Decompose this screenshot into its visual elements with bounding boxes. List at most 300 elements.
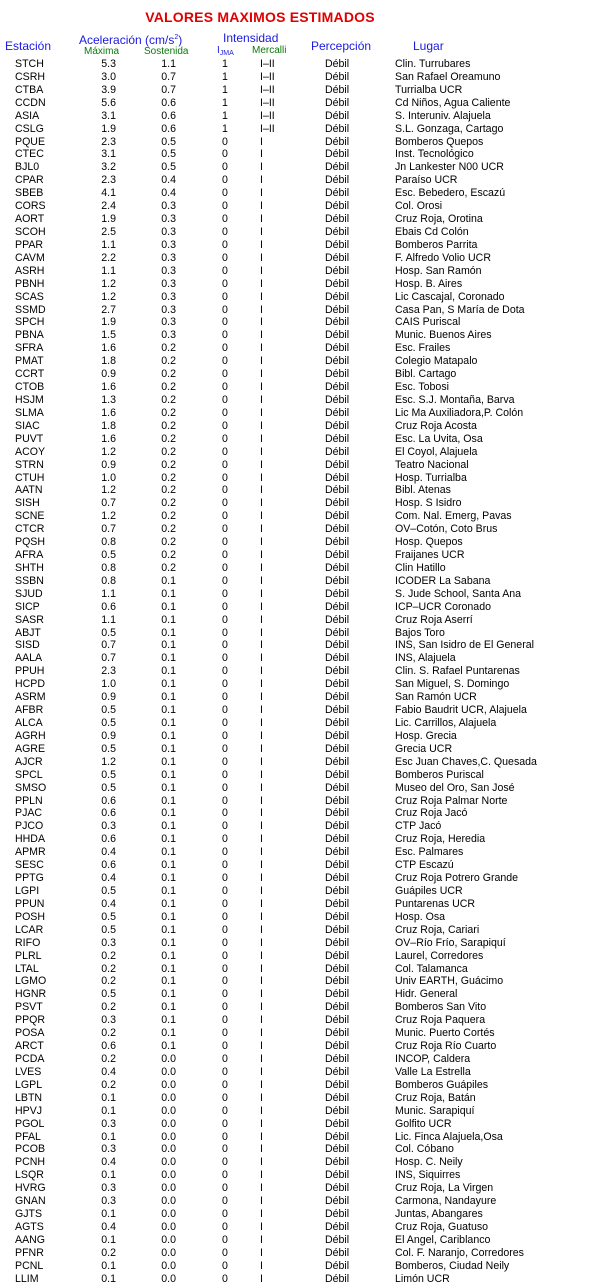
mercalli-intensity: I	[260, 742, 263, 755]
mercalli-intensity: I	[260, 1259, 263, 1272]
jma-intensity: 0	[222, 949, 228, 962]
station-code: LGPI	[15, 885, 40, 897]
table-row	[0, 872, 590, 885]
stations-table	[0, 58, 590, 1286]
location: Munic. Puerto Cortés	[395, 1027, 495, 1040]
max-acceleration: 0.5	[101, 988, 116, 1001]
location: Juntas, Abangares	[395, 1208, 483, 1221]
max-acceleration: 0.6	[101, 1040, 116, 1053]
header-maxima: Máxima	[84, 46, 120, 57]
perception: Débil	[325, 135, 350, 148]
mercalli-intensity: I	[260, 510, 263, 523]
sustained-acceleration: 0.0	[161, 1208, 176, 1221]
perception: Débil	[325, 691, 350, 704]
table-row	[0, 1260, 590, 1273]
perception: Débil	[325, 1156, 350, 1169]
location: Cruz Roja, Orotina	[395, 213, 483, 226]
mercalli-intensity: I	[260, 975, 263, 988]
jma-intensity: 0	[222, 264, 228, 277]
location: Clin Hatillo	[395, 561, 446, 574]
station-code: SCAS	[15, 290, 44, 303]
station-code: PPLN	[15, 794, 43, 807]
sustained-acceleration: 0.0	[161, 1169, 176, 1182]
location: S.L. Gonzaga, Cartago	[395, 122, 504, 135]
mercalli-intensity: I	[260, 1014, 263, 1027]
table-row	[0, 846, 590, 859]
jma-intensity: 0	[222, 174, 228, 187]
table-row	[0, 1066, 590, 1079]
station-code: AJCR	[15, 755, 43, 768]
max-acceleration: 0.2	[101, 949, 116, 962]
location: San Miguel, S. Domingo	[395, 678, 510, 691]
location: Bomberos, Ciudad Neily	[395, 1259, 510, 1272]
header-percepcion: Percepción	[311, 39, 372, 53]
mercalli-intensity: I	[260, 264, 263, 277]
jma-intensity: 0	[222, 355, 228, 368]
station-code: PFNR	[15, 1246, 44, 1259]
station-code: SBEB	[15, 187, 44, 200]
jma-intensity: 0	[222, 988, 228, 1001]
mercalli-intensity: I	[260, 846, 263, 859]
sustained-acceleration: 0.3	[161, 200, 176, 213]
sustained-acceleration: 0.1	[161, 949, 176, 962]
location: Turrialba UCR	[395, 83, 463, 96]
perception: Débil	[325, 368, 350, 381]
perception: Débil	[325, 1259, 350, 1272]
sustained-acceleration: 0.0	[161, 1065, 176, 1078]
sustained-acceleration: 0.0	[161, 1156, 176, 1169]
table-row	[0, 1092, 590, 1105]
jma-intensity: 0	[222, 1117, 228, 1130]
station-code: PGOL	[15, 1117, 45, 1130]
location: Esc. Palmares	[395, 846, 464, 859]
sustained-acceleration: 0.1	[161, 729, 176, 742]
station-code: SASR	[15, 613, 44, 626]
sustained-acceleration: 0.0	[161, 1220, 176, 1233]
perception: Débil	[325, 96, 350, 109]
perception: Débil	[325, 704, 350, 717]
jma-intensity: 0	[222, 290, 228, 303]
station-code: PJAC	[15, 807, 43, 820]
table-row	[0, 148, 590, 161]
mercalli-intensity: I	[260, 665, 263, 678]
location: Col. Talamanca	[395, 962, 468, 975]
table-row	[0, 187, 590, 200]
sustained-acceleration: 0.1	[161, 897, 176, 910]
table-row	[0, 575, 590, 588]
location: Univ EARTH, Guácimo	[395, 975, 504, 988]
jma-intensity: 0	[222, 393, 228, 406]
max-acceleration: 0.1	[101, 1233, 116, 1246]
station-code: PFAL	[15, 1130, 41, 1143]
location: Bibl. Atenas	[395, 484, 451, 497]
station-code: CTOB	[15, 381, 45, 394]
perception: Débil	[325, 510, 350, 523]
station-code: PCNL	[15, 1259, 44, 1272]
station-code: SIAC	[15, 419, 40, 432]
jma-intensity: 0	[222, 1065, 228, 1078]
mercalli-intensity: I	[260, 755, 263, 768]
mercalli-intensity: I	[260, 342, 263, 355]
sustained-acceleration: 0.3	[161, 238, 176, 251]
max-acceleration: 0.7	[101, 639, 116, 652]
station-code: HVRG	[15, 1182, 46, 1195]
perception: Débil	[325, 251, 350, 264]
table-row	[0, 691, 590, 704]
jma-intensity: 1	[222, 58, 228, 70]
jma-intensity: 1	[222, 109, 228, 122]
station-code: STRN	[15, 458, 44, 471]
table-row	[0, 342, 590, 355]
perception: Débil	[325, 742, 350, 755]
mercalli-intensity: I	[260, 200, 263, 213]
location: Esc. S.J. Montaña, Barva	[395, 393, 515, 406]
sustained-acceleration: 0.2	[161, 432, 176, 445]
perception: Débil	[325, 1078, 350, 1091]
jma-intensity: 0	[222, 342, 228, 355]
location: Cruz Roja Palmar Norte	[395, 794, 508, 807]
station-code: AANG	[15, 1233, 46, 1246]
sustained-acceleration: 0.1	[161, 1014, 176, 1027]
max-acceleration: 0.7	[101, 497, 116, 510]
mercalli-intensity: I	[260, 148, 263, 161]
station-code: HHDA	[15, 833, 46, 846]
max-acceleration: 0.3	[101, 1182, 116, 1195]
jma-intensity: 0	[222, 445, 228, 458]
mercalli-intensity: I	[260, 484, 263, 497]
mercalli-intensity: I	[260, 1220, 263, 1233]
mercalli-intensity: I	[260, 1195, 263, 1208]
table-row	[0, 278, 590, 291]
max-acceleration: 2.5	[101, 225, 116, 238]
perception: Débil	[325, 1117, 350, 1130]
jma-intensity: 0	[222, 833, 228, 846]
perception: Débil	[325, 393, 350, 406]
perception: Débil	[325, 70, 350, 83]
max-acceleration: 0.5	[101, 704, 116, 717]
perception: Débil	[325, 1001, 350, 1014]
location: INS, San Isidro de El General	[395, 639, 534, 652]
sustained-acceleration: 0.0	[161, 1104, 176, 1117]
table-row	[0, 1221, 590, 1234]
sustained-acceleration: 0.1	[161, 833, 176, 846]
mercalli-intensity: I	[260, 329, 263, 342]
max-acceleration: 0.5	[101, 626, 116, 639]
perception: Débil	[325, 549, 350, 562]
mercalli-intensity: I	[260, 316, 263, 329]
table-row	[0, 898, 590, 911]
jma-intensity: 0	[222, 613, 228, 626]
table-row	[0, 1001, 590, 1014]
max-acceleration: 1.0	[101, 678, 116, 691]
max-acceleration: 0.1	[101, 1259, 116, 1272]
perception: Débil	[325, 781, 350, 794]
perception: Débil	[325, 174, 350, 187]
location: Cruz Roja Jacó	[395, 807, 468, 820]
jma-intensity: 0	[222, 1233, 228, 1246]
table-row	[0, 795, 590, 808]
jma-intensity: 0	[222, 1040, 228, 1053]
station-code: AALA	[15, 652, 43, 665]
location: CAIS Puriscal	[395, 316, 461, 329]
mercalli-intensity: I	[260, 859, 263, 872]
perception: Débil	[325, 639, 350, 652]
location: Hosp. Turrialba	[395, 471, 467, 484]
station-code: LSQR	[15, 1169, 44, 1182]
perception: Débil	[325, 1027, 350, 1040]
max-acceleration: 0.1	[101, 1208, 116, 1221]
max-acceleration: 0.8	[101, 536, 116, 549]
max-acceleration: 0.4	[101, 1220, 116, 1233]
station-code: POSH	[15, 910, 46, 923]
mercalli-intensity: I	[260, 833, 263, 846]
jma-intensity: 0	[222, 600, 228, 613]
jma-intensity: 0	[222, 161, 228, 174]
station-code: PBNH	[15, 277, 45, 290]
header-aceleracion-text: Aceleración (cm/s	[79, 33, 175, 47]
location: OV–Cotón, Coto Brus	[395, 523, 498, 536]
max-acceleration: 0.4	[101, 1065, 116, 1078]
max-acceleration: 0.9	[101, 729, 116, 742]
header-aceleracion-close: )	[178, 33, 183, 47]
station-code: PQUE	[15, 135, 46, 148]
sustained-acceleration: 0.7	[161, 83, 176, 96]
mercalli-intensity: I	[260, 807, 263, 820]
station-code: PPAR	[15, 238, 44, 251]
mercalli-intensity: I–II	[260, 122, 275, 135]
jma-intensity: 0	[222, 639, 228, 652]
station-code: CAVM	[15, 251, 45, 264]
table-row	[0, 484, 590, 497]
location: Com. Nal. Emerg, Pavas	[395, 510, 512, 523]
max-acceleration: 2.3	[101, 174, 116, 187]
jma-intensity: 1	[222, 70, 228, 83]
table-row	[0, 678, 590, 691]
table-row	[0, 329, 590, 342]
mercalli-intensity: I	[260, 290, 263, 303]
station-code: PBNA	[15, 329, 44, 342]
location: Lic Ma Auxiliadora,P. Colón	[395, 406, 524, 419]
table-row	[0, 911, 590, 924]
max-acceleration: 1.2	[101, 277, 116, 290]
station-code: LLIM	[15, 1272, 39, 1285]
mercalli-intensity: I	[260, 923, 263, 936]
station-code: PPUH	[15, 665, 45, 678]
max-acceleration: 1.6	[101, 432, 116, 445]
table-row	[0, 523, 590, 536]
jma-intensity: 0	[222, 238, 228, 251]
perception: Débil	[325, 303, 350, 316]
max-acceleration: 1.2	[101, 510, 116, 523]
mercalli-intensity: I	[260, 600, 263, 613]
jma-intensity: 0	[222, 510, 228, 523]
perception: Débil	[325, 458, 350, 471]
station-code: PPTG	[15, 872, 44, 885]
location: Cruz Roja Paquera	[395, 1014, 486, 1027]
location: Fraijanes UCR	[395, 549, 465, 562]
jma-intensity: 0	[222, 561, 228, 574]
jma-intensity: 0	[222, 781, 228, 794]
max-acceleration: 0.3	[101, 820, 116, 833]
jma-intensity: 0	[222, 1078, 228, 1091]
mercalli-intensity: I	[260, 161, 263, 174]
station-code: SICP	[15, 600, 40, 613]
location: Hosp. S Isidro	[395, 497, 462, 510]
jma-intensity: 0	[222, 277, 228, 290]
perception: Débil	[325, 717, 350, 730]
location: Bibl. Cartago	[395, 368, 457, 381]
location: Cruz Roja Río Cuarto	[395, 1040, 497, 1053]
station-code: AATN	[15, 484, 43, 497]
location: F. Alfredo Volio UCR	[395, 251, 491, 264]
table-row	[0, 562, 590, 575]
sustained-acceleration: 0.3	[161, 251, 176, 264]
station-code: AGTS	[15, 1220, 44, 1233]
sustained-acceleration: 0.1	[161, 975, 176, 988]
table-row	[0, 639, 590, 652]
table-row	[0, 1182, 590, 1195]
mercalli-intensity: I	[260, 1208, 263, 1221]
sustained-acceleration: 0.0	[161, 1246, 176, 1259]
station-code: CSLG	[15, 122, 44, 135]
table-row	[0, 1247, 590, 1260]
station-code: AORT	[15, 213, 45, 226]
mercalli-intensity: I	[260, 458, 263, 471]
station-code: PLRL	[15, 949, 42, 962]
mercalli-intensity: I	[260, 251, 263, 264]
station-code: LBTN	[15, 1091, 43, 1104]
mercalli-intensity: I	[260, 587, 263, 600]
jma-intensity: 0	[222, 794, 228, 807]
perception: Débil	[325, 148, 350, 161]
sustained-acceleration: 0.1	[161, 872, 176, 885]
mercalli-intensity: I	[260, 406, 263, 419]
sustained-acceleration: 0.2	[161, 355, 176, 368]
max-acceleration: 0.3	[101, 1195, 116, 1208]
mercalli-intensity: I	[260, 962, 263, 975]
max-acceleration: 1.2	[101, 290, 116, 303]
table-row	[0, 110, 590, 123]
mercalli-intensity: I	[260, 471, 263, 484]
perception: Débil	[325, 975, 350, 988]
sustained-acceleration: 0.1	[161, 820, 176, 833]
location: S. Jude School, Santa Ana	[395, 587, 522, 600]
max-acceleration: 1.9	[101, 213, 116, 226]
max-acceleration: 3.1	[101, 148, 116, 161]
sustained-acceleration: 0.1	[161, 600, 176, 613]
max-acceleration: 5.6	[101, 96, 116, 109]
max-acceleration: 1.5	[101, 329, 116, 342]
jma-intensity: 0	[222, 135, 228, 148]
perception: Débil	[325, 678, 350, 691]
station-code: SMSO	[15, 781, 47, 794]
perception: Débil	[325, 820, 350, 833]
location: Laurel, Corredores	[395, 949, 484, 962]
perception: Débil	[325, 833, 350, 846]
jma-intensity: 0	[222, 1156, 228, 1169]
mercalli-intensity: I	[260, 381, 263, 394]
station-code: HGNR	[15, 988, 47, 1001]
table-row	[0, 265, 590, 278]
location: Lic Cascajal, Coronado	[395, 290, 505, 303]
mercalli-intensity: I	[260, 1091, 263, 1104]
station-code: SCNE	[15, 510, 45, 523]
sustained-acceleration: 0.0	[161, 1259, 176, 1272]
station-code: ABJT	[15, 626, 41, 639]
perception: Débil	[325, 225, 350, 238]
perception: Débil	[325, 859, 350, 872]
max-acceleration: 1.2	[101, 484, 116, 497]
max-acceleration: 1.0	[101, 471, 116, 484]
sustained-acceleration: 0.1	[161, 794, 176, 807]
mercalli-intensity: I	[260, 225, 263, 238]
max-acceleration: 0.9	[101, 458, 116, 471]
sustained-acceleration: 1.1	[161, 58, 176, 70]
sustained-acceleration: 0.0	[161, 1182, 176, 1195]
table-row	[0, 743, 590, 756]
table-row	[0, 1131, 590, 1144]
sustained-acceleration: 0.4	[161, 174, 176, 187]
table-row	[0, 97, 590, 110]
location: Esc. Bebedero, Escazú	[395, 187, 506, 200]
sustained-acceleration: 0.7	[161, 70, 176, 83]
jma-intensity: 0	[222, 200, 228, 213]
mercalli-intensity: I	[260, 1182, 263, 1195]
max-acceleration: 1.1	[101, 238, 116, 251]
perception: Débil	[325, 536, 350, 549]
max-acceleration: 1.1	[101, 613, 116, 626]
mercalli-intensity: I–II	[260, 109, 275, 122]
location: Fabio Baudrit UCR, Alajuela	[395, 704, 527, 717]
mercalli-intensity: I	[260, 1130, 263, 1143]
table-row	[0, 316, 590, 329]
jma-intensity: 0	[222, 768, 228, 781]
table-row	[0, 472, 590, 485]
table-row	[0, 1027, 590, 1040]
jma-intensity: 0	[222, 1130, 228, 1143]
mercalli-intensity: I	[260, 187, 263, 200]
max-acceleration: 0.9	[101, 691, 116, 704]
mercalli-intensity: I–II	[260, 83, 275, 96]
max-acceleration: 0.2	[101, 1246, 116, 1259]
sustained-acceleration: 0.2	[161, 419, 176, 432]
table-row	[0, 368, 590, 381]
table-row	[0, 988, 590, 1001]
location: Bomberos Quepos	[395, 135, 484, 148]
jma-intensity: 0	[222, 704, 228, 717]
station-code: LVES	[15, 1065, 42, 1078]
jma-intensity: 0	[222, 432, 228, 445]
station-code: LTAL	[15, 962, 39, 975]
station-code: CTEC	[15, 148, 44, 161]
station-code: SFRA	[15, 342, 44, 355]
sustained-acceleration: 0.2	[161, 406, 176, 419]
location: Golfito UCR	[395, 1117, 452, 1130]
max-acceleration: 0.7	[101, 652, 116, 665]
mercalli-intensity: I	[260, 523, 263, 536]
location: Museo del Oro, San José	[395, 781, 515, 794]
location: Casa Pan, S María de Dota	[395, 303, 525, 316]
location: Hidr. General	[395, 988, 458, 1001]
mercalli-intensity: I	[260, 213, 263, 226]
sustained-acceleration: 0.0	[161, 1195, 176, 1208]
station-code: HSJM	[15, 393, 44, 406]
jma-intensity: 0	[222, 897, 228, 910]
max-acceleration: 0.1	[101, 1091, 116, 1104]
perception: Débil	[325, 342, 350, 355]
location: CTP Jacó	[395, 820, 442, 833]
station-code: ASIA	[15, 109, 40, 122]
